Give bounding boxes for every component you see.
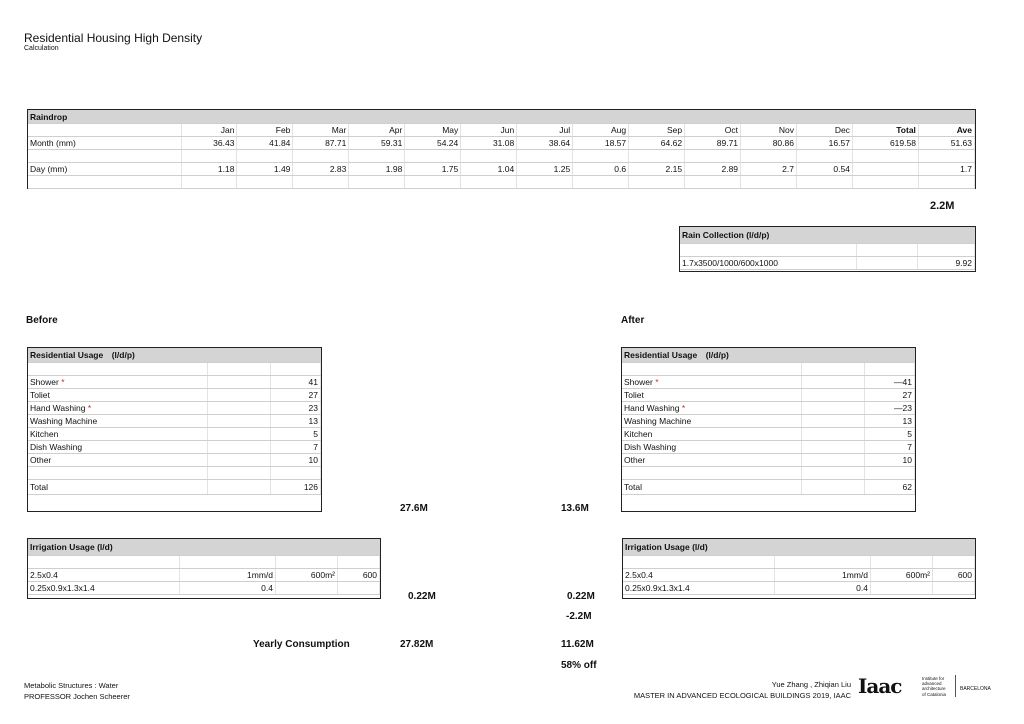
month-header: Nov xyxy=(741,124,797,137)
usage-name-text: Dish Washing xyxy=(30,442,83,452)
raindrop-value: 87.71 xyxy=(293,137,349,150)
empty-cell xyxy=(865,467,915,480)
page-subtitle: Calculation xyxy=(24,45,59,52)
empty-cell xyxy=(181,150,237,163)
month-header: Mar xyxy=(293,124,349,137)
empty-cell xyxy=(28,556,180,569)
raindrop-value: 2.89 xyxy=(685,163,741,176)
empty-cell xyxy=(623,556,775,569)
empty-cell xyxy=(802,428,865,441)
usage-name-text: Hand Washing xyxy=(30,403,86,413)
blank-row xyxy=(623,556,975,569)
usage-name-text: Dish Washing xyxy=(624,442,677,452)
usage-value: 5 xyxy=(865,428,915,441)
usage-name-text: Kitchen xyxy=(30,429,59,439)
raindrop-value: 18.57 xyxy=(573,137,629,150)
raindrop-month-mm-row xyxy=(28,137,975,150)
empty-cell xyxy=(622,363,802,376)
month-header: Aug xyxy=(573,124,629,137)
empty-cell xyxy=(865,363,915,376)
raindrop-value: 54.24 xyxy=(405,137,461,150)
usage-name-text: Hand Washing xyxy=(624,403,680,413)
professor-name: PROFESSOR Jochen Scheerer xyxy=(24,692,130,701)
empty-cell xyxy=(28,363,208,376)
empty-cell xyxy=(461,150,517,163)
header-row xyxy=(622,348,915,363)
empty-cell xyxy=(405,176,461,189)
irrigation-size: 600m² xyxy=(871,569,933,582)
usage-value: 13 xyxy=(271,415,321,428)
empty-cell xyxy=(802,376,865,389)
raindrop-month-row xyxy=(28,124,975,137)
usage-value: 41 xyxy=(271,376,321,389)
usage-value: 5 xyxy=(271,428,321,441)
irrigation-total xyxy=(933,582,975,595)
irrigation-row xyxy=(623,582,975,595)
month-header: Jul xyxy=(517,124,573,137)
usage-row xyxy=(622,402,915,415)
raindrop-value: 89.71 xyxy=(685,137,741,150)
usage-value: 7 xyxy=(271,441,321,454)
header-row xyxy=(28,539,380,556)
month-header: Apr xyxy=(349,124,405,137)
usage-row xyxy=(28,376,321,389)
raindrop-value: 36.43 xyxy=(181,137,237,150)
empty-cell xyxy=(405,150,461,163)
usage-value: 10 xyxy=(271,454,321,467)
usage-row xyxy=(28,428,321,441)
irrigation-rate: 0.4 xyxy=(180,582,276,595)
empty-cell xyxy=(802,454,865,467)
irrigation-total: 600 xyxy=(338,569,380,582)
raindrop-value xyxy=(852,163,918,176)
empty-cell xyxy=(775,556,871,569)
total-label: Total xyxy=(28,480,208,495)
total-value: 62 xyxy=(865,480,915,495)
usage-name-text: Kitchen xyxy=(624,429,653,439)
irrigation-area: 0.25x0.9x1.3x1.4 xyxy=(28,582,180,595)
usage-value: —41 xyxy=(865,376,915,389)
irrigation-usage-label: Irrigation Usage (l/d) xyxy=(623,539,975,556)
empty-cell xyxy=(517,150,573,163)
usage-name xyxy=(622,428,802,441)
usage-row xyxy=(622,454,915,467)
empty-cell xyxy=(208,467,271,480)
empty-cell xyxy=(685,176,741,189)
usage-name-text: Toliet xyxy=(624,390,644,400)
month-header: Jan xyxy=(181,124,237,137)
empty-cell xyxy=(28,467,208,480)
raindrop-label: Raindrop xyxy=(28,110,975,124)
raindrop-value: 64.62 xyxy=(629,137,685,150)
raindrop-value: 1.7 xyxy=(918,163,974,176)
before-irrigation-table xyxy=(28,539,380,595)
usage-row xyxy=(622,428,915,441)
raindrop-value: 2.7 xyxy=(741,163,797,176)
residential-usage-label: Residential Usage (l/d/p) xyxy=(28,348,321,363)
course-name: Metabolic Structures : Water xyxy=(24,681,119,690)
empty-cell xyxy=(741,150,797,163)
month-header: Sep xyxy=(629,124,685,137)
usage-row xyxy=(622,441,915,454)
usage-row xyxy=(28,415,321,428)
empty-cell xyxy=(802,441,865,454)
rain-collection-value: 9.92 xyxy=(918,257,975,270)
empty-cell xyxy=(208,402,271,415)
raindrop-value: 1.25 xyxy=(517,163,573,176)
empty-cell xyxy=(208,480,271,495)
usage-row xyxy=(622,376,915,389)
irrigation-row xyxy=(28,582,380,595)
required-marker-icon: * xyxy=(87,403,92,413)
empty-cell xyxy=(685,150,741,163)
month-header: Ave xyxy=(918,124,974,137)
empty-cell xyxy=(338,556,380,569)
before-irrigation-monthly: 0.22M xyxy=(408,591,436,602)
after-irrigation-table xyxy=(623,539,975,595)
blank-row xyxy=(28,467,321,480)
month-header: Total xyxy=(852,124,918,137)
raindrop-value: 0.54 xyxy=(796,163,852,176)
empty-cell xyxy=(918,150,974,163)
month-header: Jun xyxy=(461,124,517,137)
irrigation-row xyxy=(28,569,380,582)
raindrop-value: 41.84 xyxy=(237,137,293,150)
empty-cell xyxy=(208,454,271,467)
usage-name xyxy=(622,415,802,428)
blank-row xyxy=(28,363,321,376)
empty-cell xyxy=(208,363,271,376)
usage-value: 10 xyxy=(865,454,915,467)
empty-cell xyxy=(349,176,405,189)
empty-cell xyxy=(276,556,338,569)
raindrop-table xyxy=(28,110,975,189)
before-residential-table xyxy=(28,348,321,495)
total-label: Total xyxy=(622,480,802,495)
raindrop-value: 619.58 xyxy=(852,137,918,150)
raindrop-blank-row xyxy=(28,176,975,189)
blank-row xyxy=(622,467,915,480)
raindrop-value: 1.49 xyxy=(237,163,293,176)
raindrop-value: 80.86 xyxy=(741,137,797,150)
usage-name xyxy=(28,402,208,415)
usage-value: —23 xyxy=(865,402,915,415)
irrigation-rate: 1mm/d xyxy=(775,569,871,582)
empty-cell xyxy=(208,441,271,454)
usage-name xyxy=(28,454,208,467)
irrigation-size: 600m² xyxy=(276,569,338,582)
usage-name xyxy=(622,389,802,402)
institute-text: Institute for advanced architecture of Catalonia xyxy=(922,676,947,697)
empty-cell xyxy=(852,150,918,163)
rain-collection-label: Rain Collection (l/d/p) xyxy=(680,227,975,244)
usage-name-text: Other xyxy=(624,455,646,465)
footer-left xyxy=(24,680,130,702)
usage-row xyxy=(28,402,321,415)
raindrop-value: 51.63 xyxy=(918,137,974,150)
empty-cell xyxy=(461,176,517,189)
before-heading: Before xyxy=(26,315,58,326)
program-name: MASTER IN ADVANCED ECOLOGICAL BUILDINGS 2019, IAAC xyxy=(633,691,851,700)
empty-cell xyxy=(796,176,852,189)
usage-value: 27 xyxy=(271,389,321,402)
raindrop-value: 1.04 xyxy=(461,163,517,176)
usage-value: 13 xyxy=(865,415,915,428)
raindrop-value: 59.31 xyxy=(349,137,405,150)
after-residential-monthly: 13.6M xyxy=(561,503,589,514)
empty-cell xyxy=(802,480,865,495)
empty-cell xyxy=(293,176,349,189)
empty-cell xyxy=(237,176,293,189)
authors: Yue Zhang , Zhiqian Liu xyxy=(771,680,851,689)
total-value: 126 xyxy=(271,480,321,495)
irrigation-rate: 1mm/d xyxy=(180,569,276,582)
empty-cell xyxy=(181,176,237,189)
empty-cell xyxy=(349,150,405,163)
saving-percent: 58% off xyxy=(561,660,597,671)
after-yearly: 11.62M xyxy=(561,639,594,650)
empty-cell xyxy=(208,415,271,428)
page-title: Residential Housing High Density xyxy=(24,31,203,45)
irrigation-rate: 0.4 xyxy=(775,582,871,595)
residential-usage-label: Residential Usage (l/d/p) xyxy=(622,348,915,363)
rain-offset: -2.2M xyxy=(566,611,592,622)
irrigation-size xyxy=(871,582,933,595)
usage-name-text: Shower xyxy=(624,377,653,387)
empty-cell xyxy=(180,556,276,569)
empty-cell xyxy=(796,150,852,163)
row-label: Day (mm) xyxy=(28,163,181,176)
barcelona-text: BARCELONA xyxy=(960,686,991,692)
raindrop-value: 38.64 xyxy=(517,137,573,150)
month-header: Oct xyxy=(685,124,741,137)
after-residential-table xyxy=(622,348,915,495)
raindrop-value: 1.75 xyxy=(405,163,461,176)
blank-row xyxy=(622,363,915,376)
usage-value: 7 xyxy=(865,441,915,454)
usage-row xyxy=(28,389,321,402)
iaac-logo: Iaac xyxy=(858,674,902,698)
yearly-consumption-label: Yearly Consumption xyxy=(253,639,350,650)
usage-name-text: Other xyxy=(30,455,52,465)
rain-collection-table xyxy=(680,227,975,270)
raindrop-value: 1.98 xyxy=(349,163,405,176)
raindrop-value: 0.6 xyxy=(573,163,629,176)
usage-value: 27 xyxy=(865,389,915,402)
usage-name xyxy=(622,376,802,389)
usage-name xyxy=(28,428,208,441)
required-marker-icon: * xyxy=(61,377,65,387)
irrigation-area: 2.5x0.4 xyxy=(28,569,180,582)
irrigation-area: 2.5x0.4 xyxy=(623,569,775,582)
usage-name-text: Shower xyxy=(30,377,59,387)
raindrop-value: 16.57 xyxy=(796,137,852,150)
blank-row xyxy=(28,556,380,569)
usage-row xyxy=(622,415,915,428)
header-row xyxy=(623,539,975,556)
empty-cell xyxy=(208,428,271,441)
empty-cell xyxy=(918,176,974,189)
usage-row xyxy=(28,454,321,467)
empty-cell xyxy=(237,150,293,163)
row-label: Month (mm) xyxy=(28,137,181,150)
empty-cell xyxy=(802,415,865,428)
usage-value: 23 xyxy=(271,402,321,415)
irrigation-row xyxy=(623,569,975,582)
total-row xyxy=(622,480,915,495)
before-yearly: 27.82M xyxy=(400,639,434,650)
required-marker-icon: * xyxy=(655,377,659,387)
irrigation-area: 0.25x0.9x1.3x1.4 xyxy=(623,582,775,595)
usage-name-text: Washing Machine xyxy=(30,416,98,426)
empty-cell xyxy=(208,376,271,389)
raindrop-value: 2.15 xyxy=(629,163,685,176)
empty-cell xyxy=(933,556,975,569)
month-header: Feb xyxy=(237,124,293,137)
raindrop-value: 2.83 xyxy=(293,163,349,176)
rain-collection-formula: 1.7x3500/1000/600x1000 xyxy=(680,257,857,270)
usage-name-text: Toliet xyxy=(30,390,50,400)
empty-cell xyxy=(208,389,271,402)
raindrop-value: 1.18 xyxy=(181,163,237,176)
empty-cell xyxy=(573,150,629,163)
required-marker-icon: * xyxy=(681,403,686,413)
empty-cell xyxy=(802,363,865,376)
raindrop-result: 2.2M xyxy=(930,200,955,212)
usage-name xyxy=(28,376,208,389)
after-irrigation-monthly: 0.22M xyxy=(567,591,595,602)
empty-cell xyxy=(573,176,629,189)
before-residential-monthly: 27.6M xyxy=(400,503,428,514)
empty-cell xyxy=(741,176,797,189)
empty-cell xyxy=(293,150,349,163)
usage-row xyxy=(622,389,915,402)
usage-name xyxy=(622,441,802,454)
empty-cell xyxy=(802,467,865,480)
raindrop-day-mm-row xyxy=(28,163,975,176)
empty-cell xyxy=(629,176,685,189)
usage-name xyxy=(28,389,208,402)
after-heading: After xyxy=(621,315,645,326)
usage-row xyxy=(28,441,321,454)
month-header: May xyxy=(405,124,461,137)
empty-cell xyxy=(517,176,573,189)
usage-name xyxy=(622,402,802,415)
header-row xyxy=(28,348,321,363)
usage-name-text: Washing Machine xyxy=(624,416,692,426)
usage-name xyxy=(622,454,802,467)
irrigation-total xyxy=(338,582,380,595)
empty-cell xyxy=(852,176,918,189)
empty-cell xyxy=(802,402,865,415)
empty-cell xyxy=(271,467,321,480)
empty-cell xyxy=(629,150,685,163)
logo-divider xyxy=(955,675,956,697)
empty-cell xyxy=(271,363,321,376)
irrigation-total: 600 xyxy=(933,569,975,582)
empty-cell xyxy=(871,556,933,569)
month-header: Dec xyxy=(796,124,852,137)
footer-right xyxy=(634,679,851,701)
irrigation-size xyxy=(276,582,338,595)
total-row xyxy=(28,480,321,495)
irrigation-usage-label: Irrigation Usage (l/d) xyxy=(28,539,380,556)
empty-cell xyxy=(802,389,865,402)
empty-cell xyxy=(622,467,802,480)
usage-name xyxy=(28,415,208,428)
raindrop-blank-row xyxy=(28,150,975,163)
usage-name xyxy=(28,441,208,454)
raindrop-value: 31.08 xyxy=(461,137,517,150)
